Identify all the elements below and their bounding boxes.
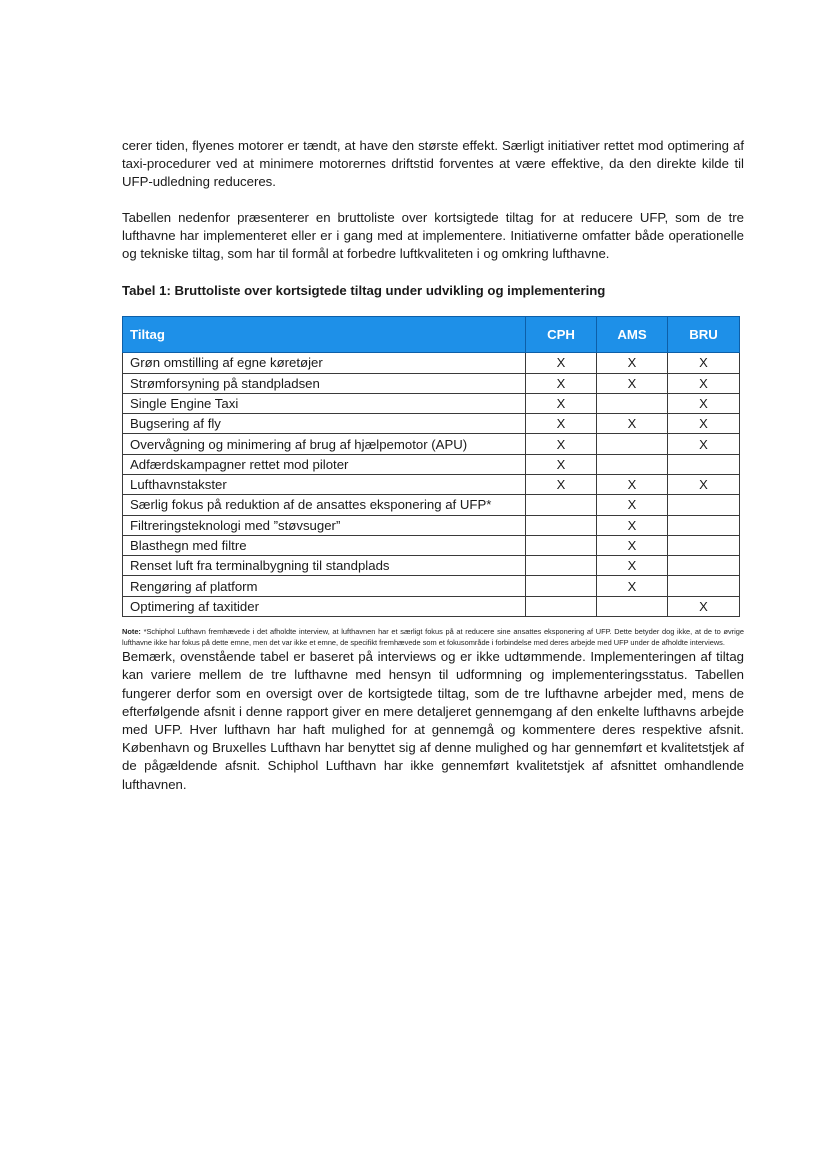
measure-label: Renset luft fra terminalbygning til standplads [123, 556, 526, 576]
table-row [123, 414, 740, 434]
ams-mark: X [597, 414, 668, 434]
ams-mark: X [597, 495, 668, 515]
table-row [123, 454, 740, 474]
bru-mark: X [668, 414, 740, 434]
ams-mark: X [597, 475, 668, 495]
ams-mark [597, 393, 668, 413]
ams-mark: X [597, 556, 668, 576]
document-page [122, 137, 744, 794]
table-header-row [123, 317, 740, 353]
note-text: *Schiphol Lufthavn fremhævede i det afholdte interview, at lufthavnen har et særligt fokus på at reducere sine ansattes eksponering af UFP. Dette betyder dog ikke, at de to øvrige lufthavne ikke har fokus på dette emne, men det var ikke et emne, de specifikt fremhævede som et fokusområde i forbindelse med deres arbejde med UFP under de afholdte interviews. [122, 627, 744, 647]
table-row [123, 495, 740, 515]
header-ams: AMS [597, 317, 668, 353]
cph-mark [526, 495, 597, 515]
cph-mark: X [526, 373, 597, 393]
cph-mark: X [526, 434, 597, 454]
table-row [123, 393, 740, 413]
cph-mark [526, 596, 597, 616]
measure-label: Lufthavnstakster [123, 475, 526, 495]
note-label: Note: [122, 627, 141, 637]
ams-mark [597, 454, 668, 474]
bru-mark [668, 535, 740, 555]
body-paragraph: cerer tiden, flyenes motorer er tændt, at have den største effekt. Særligt initiativer rettet mod optimering af taxi-procedurer ved at minimere motorernes driftstid forventes at være effektive, da den direkte kilde til UFP-udledning reduceres. [122, 138, 744, 190]
body-paragraph: Bemærk, ovenstående tabel er baseret på interviews og er ikke udtømmende. Implementeringen af tiltag kan variere mellem de tre lufthavne med hensyn til udformning og implementeringsstatus. Tabellen fungerer derfor som en oversigt over de kortsigtede tiltag, som de tre lufthavne arbejder med, mens de efterfølgende afsnit i denne rapport giver en mere detaljeret gennemgang af den enkelte lufthavns arbejde med UFP. Hver lufthavn har haft mulighed for at gennemgå og kommentere deres respektive afsnit. København og Bruxelles Lufthavn har benyttet sig af denne mulighed og har gennemført et kvalitetstjek af de pågældende afsnit. Schiphol Lufthavn har ikke gennemført kvalitetstjek af afsnittet omhandlende lufthavnen. [122, 649, 744, 792]
measure-label: Adfærdskampagner rettet mod piloter [123, 454, 526, 474]
bru-mark [668, 495, 740, 515]
bru-mark: X [668, 393, 740, 413]
cph-mark: X [526, 414, 597, 434]
table-row [123, 475, 740, 495]
cph-mark [526, 556, 597, 576]
cph-mark: X [526, 475, 597, 495]
bru-mark: X [668, 353, 740, 373]
cph-mark [526, 535, 597, 555]
cph-mark: X [526, 454, 597, 474]
ams-mark: X [597, 576, 668, 596]
measures-table [122, 316, 740, 617]
bru-mark: X [668, 596, 740, 616]
bru-mark: X [668, 475, 740, 495]
table-row [123, 556, 740, 576]
table-row [123, 515, 740, 535]
table-row [123, 373, 740, 393]
measure-label: Rengøring af platform [123, 576, 526, 596]
table-row [123, 434, 740, 454]
table-caption: Tabel 1: Bruttoliste over kortsigtede tiltag under udvikling og implementering [122, 283, 606, 299]
bru-mark: X [668, 373, 740, 393]
measure-label: Særlig fokus på reduktion af de ansattes eksponering af UFP* [123, 495, 526, 515]
cph-mark [526, 576, 597, 596]
table-row [123, 535, 740, 555]
bru-mark [668, 556, 740, 576]
measure-label: Filtreringsteknologi med ”støvsuger” [123, 515, 526, 535]
measure-label: Optimering af taxitider [123, 596, 526, 616]
cph-mark [526, 515, 597, 535]
measure-label: Bugsering af fly [123, 414, 526, 434]
header-cph: CPH [526, 317, 597, 353]
bru-mark: X [668, 434, 740, 454]
table-note [122, 627, 744, 648]
cph-mark: X [526, 353, 597, 373]
ams-mark: X [597, 515, 668, 535]
measure-label: Overvågning og minimering af brug af hjælpemotor (APU) [123, 434, 526, 454]
cph-mark: X [526, 393, 597, 413]
ams-mark [597, 434, 668, 454]
ams-mark: X [597, 535, 668, 555]
bru-mark [668, 515, 740, 535]
table-row [123, 576, 740, 596]
ams-mark: X [597, 373, 668, 393]
ams-mark [597, 596, 668, 616]
header-bru: BRU [668, 317, 740, 353]
bru-mark [668, 576, 740, 596]
body-paragraph: Tabellen nedenfor præsenterer en bruttoliste over kortsigtede tiltag for at reducere UFP, som de tre lufthavne har implementeret eller er i gang med at implementere. Initiativerne omfatter både operationelle og tekniske tiltag, som har til formål at forbedre luftkvaliteten i og omkring lufthavne. [122, 209, 744, 262]
measure-label: Blasthegn med filtre [123, 535, 526, 555]
ams-mark: X [597, 353, 668, 373]
measure-label: Single Engine Taxi [123, 393, 526, 413]
measure-label: Grøn omstilling af egne køretøjer [123, 353, 526, 373]
bru-mark [668, 454, 740, 474]
header-tiltag: Tiltag [123, 317, 526, 353]
table-row [123, 353, 740, 373]
table-row [123, 596, 740, 616]
measure-label: Strømforsyning på standpladsen [123, 373, 526, 393]
